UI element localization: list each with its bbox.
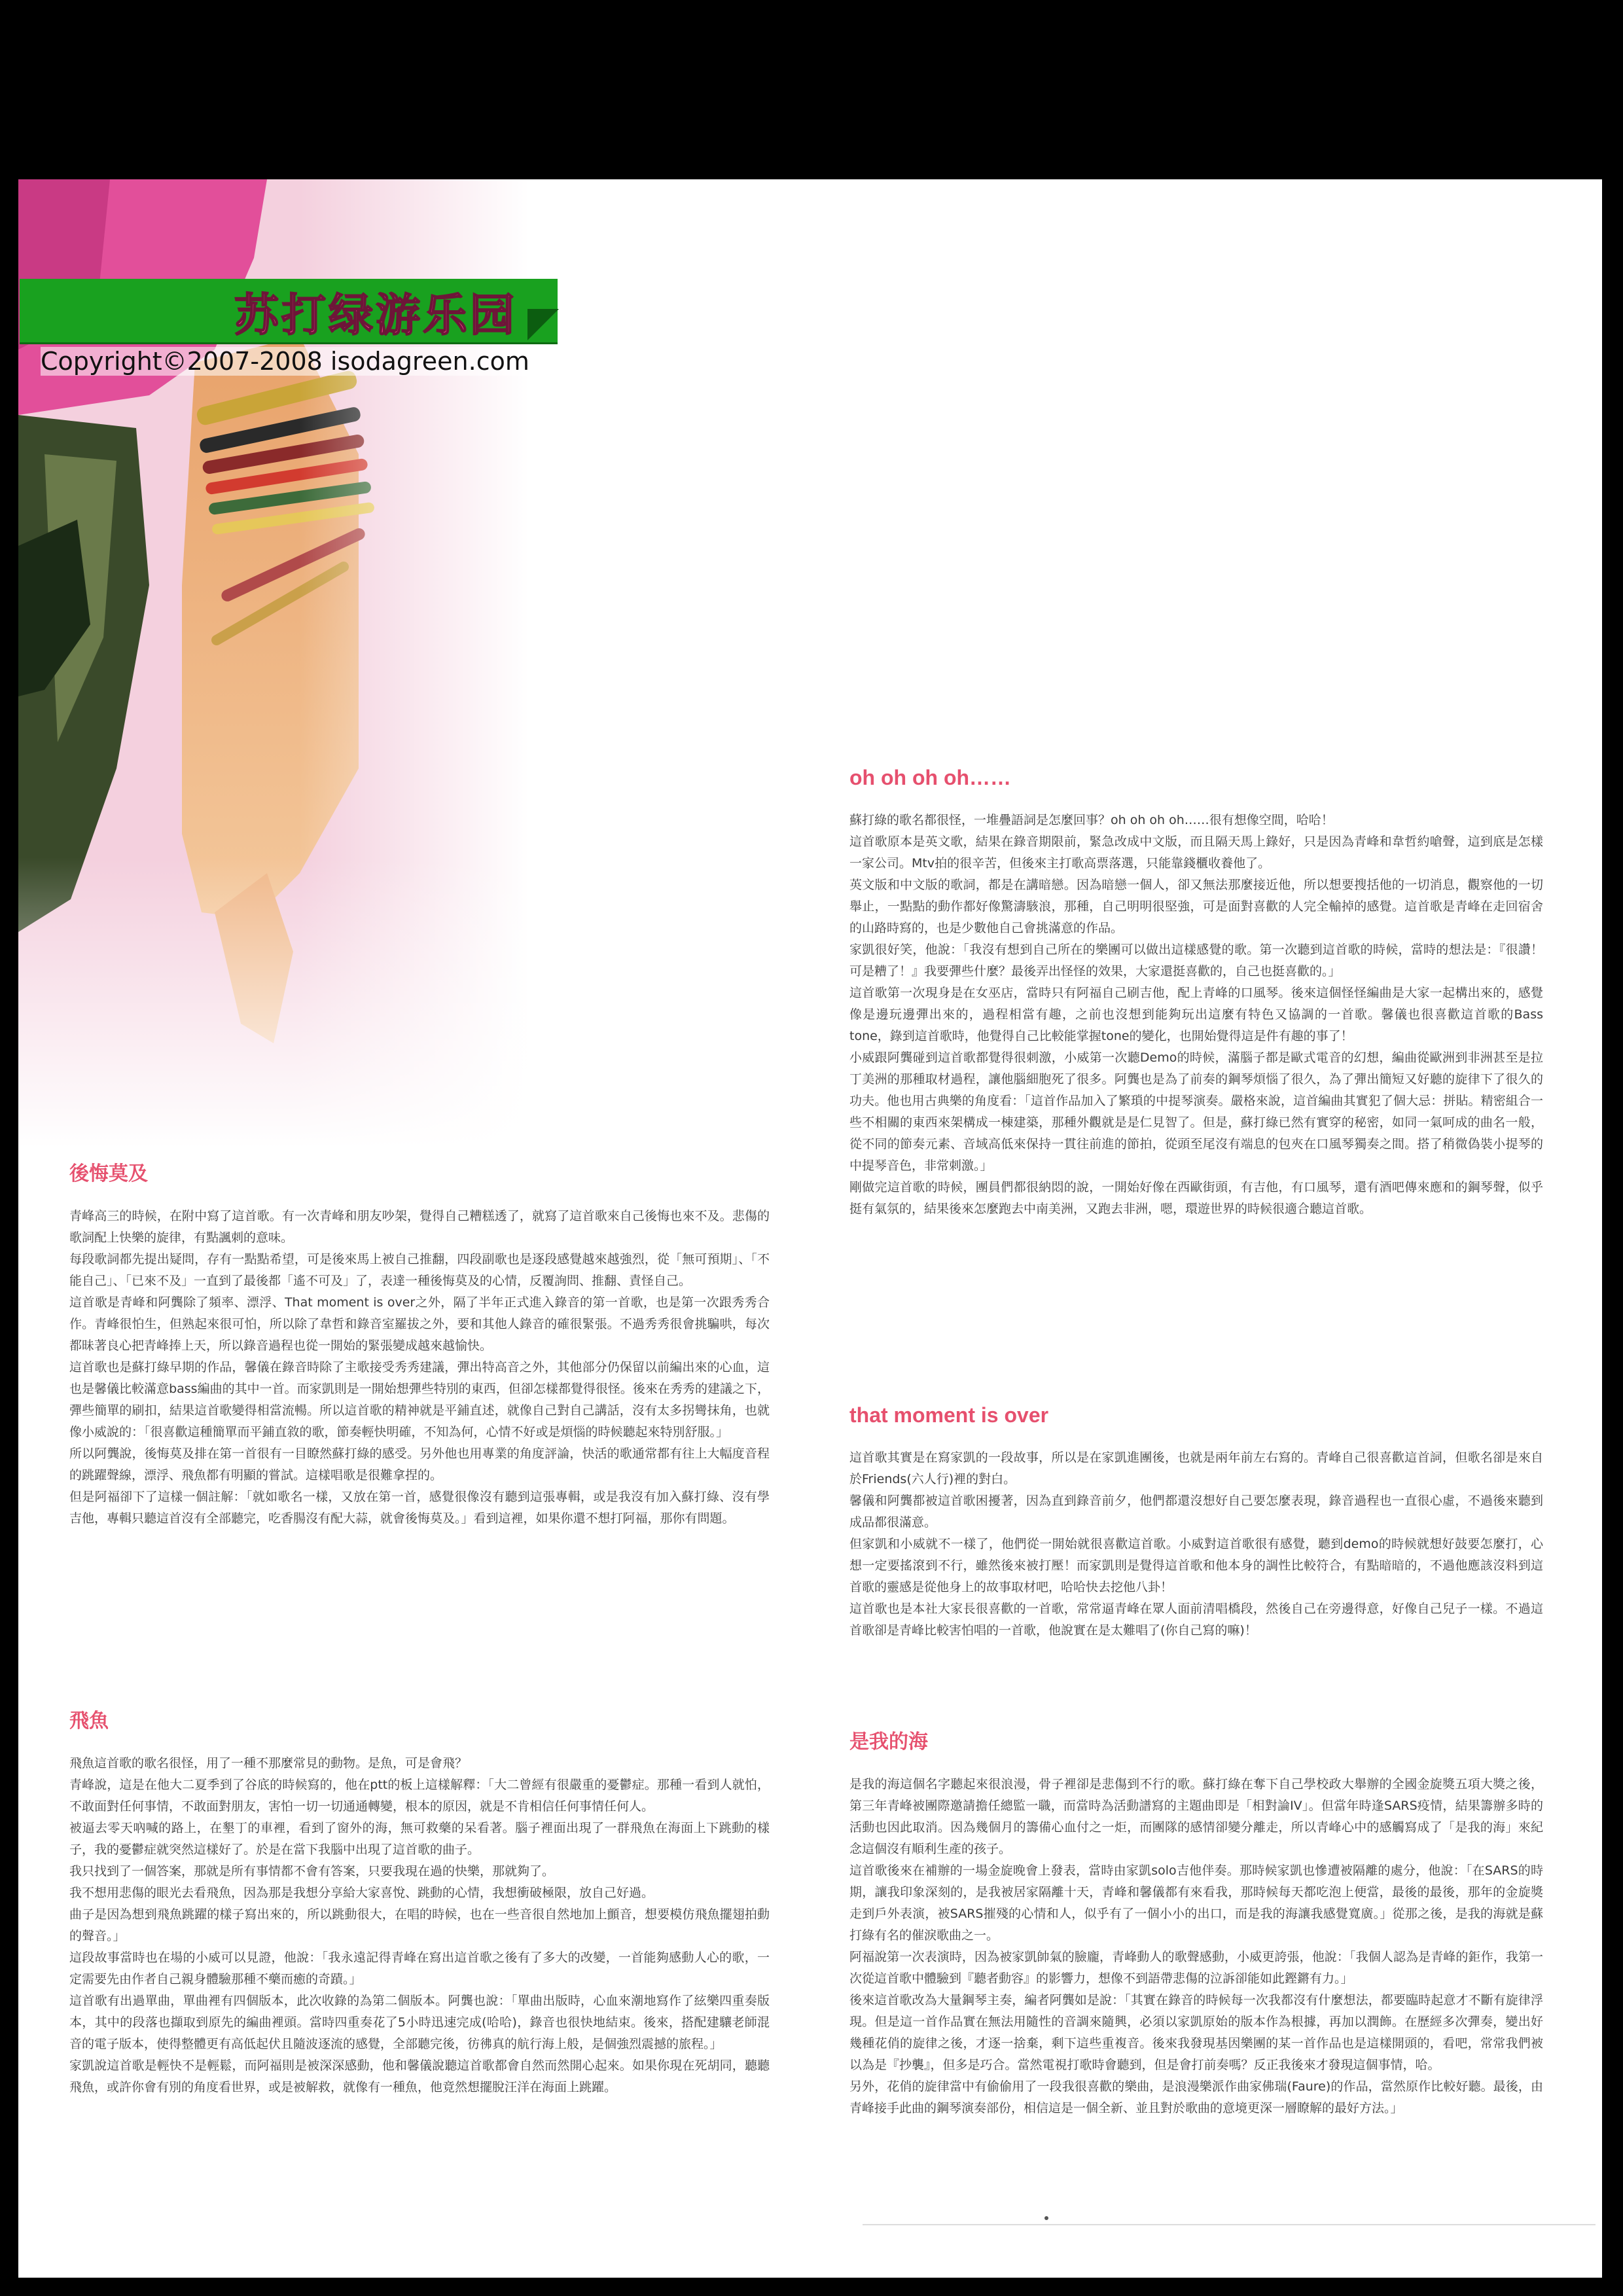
paragraph: 家凱說這首歌是輕快不是輕鬆，而阿福則是被深深感動，他和馨儀說聽這首歌都會自然而然開心起來。如果你現在死胡同，聽聽飛魚，或許你會有別的角度看世界，或是被解救，就像有一種魚，他竟然想擺脫汪洋在海面上跳躍。 (69, 2058, 770, 2094)
paragraph: 這首歌第一次現身是在女巫店，當時只有阿福自己刷吉他，配上青峰的口風琴。後來這個怪怪編曲是大家一起構出來的，感覺像是邊玩邊彈出來的，過程相當有趣，之前也沒想到能夠玩出這麼有特色又協調的一首歌。馨儀也很喜歡這首歌的Bass tone，錄到這首歌時，他覺得自己比較能掌握tone的變化，也開始覺得這是件有趣的事了！ (849, 986, 1543, 1043)
section-shi-wo-de-hai (849, 1725, 1543, 2119)
paragraph: 這首歌是青峰和阿龔除了頻率、漂浮、That moment is over之外，隔了半年正式進入錄音的第一首歌，也是第一次跟秀秀合作。青峰很怕生，但熟起來很可怕，所以除了韋哲和錄音室羅拔之外，要和其他人錄音的確很緊張。不過秀秀很會挑騙哄，每次都昧著良心把青峰捧上天，所以錄音過程也從一開始的緊張變成越來越愉快。 (69, 1295, 770, 1353)
paragraph: 這首歌有出過單曲，單曲裡有四個版本，此次收錄的為第二個版本。阿龔也說：「單曲出版時，心血來潮地寫作了絃樂四重奏版本，其中的段落也擷取到原先的編曲裡頭。當時四重奏花了5小時迅速完成(哈哈)，錄音也很快地結束。後來，搭配建驤老師混音的電子版本，使得整體更有高低起伏且隨波逐流的感覺，全部聽完後，彷彿真的航行海上般，是個強烈震撼的旅程。」 (69, 1994, 770, 2051)
paragraph: 英文版和中文版的歌詞，都是在講暗戀。因為暗戀一個人，卻又無法那麼接近他，所以想要搜括他的一切消息，觀察他的一切舉止，一點點的動作都好像驚濤駭浪，那種，自己明明很堅強，可是面對喜歡的人完全輸掉的感覺。這首歌是青峰在走回宿舍的山路時寫的，也是少數他自己會挑滿意的作品。 (849, 878, 1543, 935)
paragraph: 這首歌原本是英文歌，結果在錄音期限前，緊急改成中文版，而且隔天馬上錄好，只是因為青峰和韋哲約嗆聲，這到底是怎樣一家公司。Mtv拍的很辛苦，但後來主打歌高票落選，只能靠錢櫃收養他了。 (849, 834, 1543, 870)
footer-rule (863, 2224, 1596, 2225)
paragraph: 這首歌後來在補辦的一場金旋晚會上發表，當時由家凱solo吉他伴奏。那時候家凱也慘遭被隔離的處分，他說：「在SARS的時期，讓我印象深刻的，是我被居家隔離十天，青峰和馨儀都有來看我，那時候每天都吃泡上便當，最後的最後，那年的金旋獎走到戶外表演，被SARS摧殘的心情和人，似乎有了一個小小的出口，而是我的海讓我感覺寬廣。」從那之後，是我的海就是蘇打綠有名的催淚歌曲之一。 (849, 1863, 1543, 1943)
paragraph: 飛魚這首歌的歌名很怪，用了一種不那麼常見的動物。是魚，可是會飛？ (69, 1756, 468, 1770)
section-title: that moment is over (849, 1403, 1049, 1427)
paragraph: 但是阿福卻下了這樣一個註解：「就如歌名一樣，又放在第一首，感覺很像沒有聽到這張專輯，或是我沒有加入蘇打綠、沒有學吉他，專輯只聽這首沒有全部聽完，吃香腸沒有配大蒜，就會後悔莫及。」看到這裡，如果你還不想打阿福，那你有問題。 (69, 1490, 770, 1526)
section-title: 是我的海 (849, 1731, 928, 1753)
section-that-moment-is-over (849, 1403, 1543, 1641)
paragraph: 這首歌也是蘇打綠早期的作品，馨儀在錄音時除了主歌接受秀秀建議，彈出特高音之外，其他部分仍保留以前編出來的心血，這也是馨儀比較滿意bass編曲的其中一首。而家凱則是一開始想彈些特別的東西，但卻怎樣都覺得很怪。後來在秀秀的建議之下，彈些簡單的刷扣，結果這首歌變得相當流暢。所以這首歌的精神就是平鋪直述，就像自己對自己講話，沒有太多拐彎抹角，也就像小威說的：「很喜歡這種簡單而平鋪直敘的歌，節奏輕快明確，不知為何，心情不好或是煩惱的時候聽起來特別舒服。」 (69, 1360, 770, 1439)
paragraph: 這首歌其實是在寫家凱的一段故事，所以是在家凱進團後，也就是兩年前左右寫的。青峰自己很喜歡這首詞，但歌名卻是來自於Friends(六人行)裡的對白。 (849, 1450, 1543, 1486)
paragraph: 這段故事當時也在場的小威可以見證，他說：「我永遠記得青峰在寫出這首歌之後有了多大的改變，一首能夠感動人心的歌，一定需要先由作者自己親身體驗那種不藥而癒的奇蹟。」 (69, 1950, 770, 1986)
copyright-notice: Copyright©2007-2008 isodagreen.com (41, 347, 529, 376)
paragraph: 但家凱和小威就不一樣了，他們從一開始就很喜歡這首歌。小威對這首歌很有感覺，聽到demo的時候就想好鼓要怎麼打，心想一定要搖滾到不行，雖然後來被打壓！而家凱則是覺得這首歌和他本身的調性比較符合，有點暗暗的，不過他應該沒料到這首歌的靈感是從他身上的故事取材吧，哈哈快去挖他八卦！ (849, 1537, 1543, 1594)
paragraph: 被逼去零天吶喊的路上，在墾丁的車裡，看到了窗外的海，無可救藥的呆看著。腦子裡面出現了一群飛魚在海面上下跳動的樣子，我的憂鬱症就突然這樣好了。於是在當下我腦中出現了這首歌的曲子。 (69, 1821, 770, 1857)
paragraph: 家凱很好笑，他說：「我沒有想到自己所在的樂團可以做出這樣感覺的歌。第一次聽到這首歌的時候，當時的想法是：『很讚！可是糟了！』我要彈些什麼？最後弄出怪怪的效果，大家還挺喜歡的，自己也挺喜歡的。」 (849, 942, 1543, 978)
paragraph: 我只找到了一個答案，那就是所有事情都不會有答案，只要我現在過的快樂，那就夠了。 (69, 1864, 555, 1878)
paragraph: 所以阿龔說，後悔莫及排在第一首很有一目瞭然蘇打綠的感受。另外他也用專業的角度評論，快活的歌通常都有往上大幅度音程的跳躍聲線，漂浮、飛魚都有明顯的嘗試。這樣唱歌是很難拿捏的。 (69, 1446, 770, 1482)
paragraph: 另外，花俏的旋律當中有偷偷用了一段我很喜歡的樂曲，是浪漫樂派作曲家佛瑞(Faure)的作品，當然原作比較好聽。最後，由青峰接手此曲的鋼琴演奏部份，相信這是一個全新、並且對於歌曲的意境更深一層瞭解的最好方法。」 (849, 2079, 1543, 2115)
paragraph: 我不想用悲傷的眼光去看飛魚，因為那是我想分享給大家喜悅、跳動的心情，我想衝破極限，放自己好過。 (69, 1886, 654, 1900)
paragraph: 曲子是因為想到飛魚跳躍的樣子寫出來的，所以跳動很大，在唱的時候，也在一些音很自然地加上顫音，想要模仿飛魚擺翅拍動的聲音。」 (69, 1907, 770, 1943)
paragraph: 後來這首歌改為大量鋼琴主奏，編者阿龔如是說：「其實在錄音的時候每一次我都沒有什麼想法，都要臨時起意才不斷有旋律浮現。但是這一首作品實在無法用隨性的音調來隨興，必須以家凱原始的版本作為根據，再加以潤飾。在歷經多次彈奏，變出好幾種花俏的旋律之後，才逐一捨棄，剩下這些重複音。後來我發現基因樂團的某一首作品也是這樣開頭的，看吧，常常我們被以為是『抄襲』，但多是巧合。當然電視打歌時會聽到，但是會打前奏嗎？反正我後來才發現這個事情，哈。 (849, 1993, 1543, 2072)
section-title: 飛魚 (69, 1710, 109, 1732)
paragraph: 青峰高三的時候，在附中寫了這首歌。有一次青峰和朋友吵架，覺得自己糟糕透了，就寫了這首歌來自己後悔也來不及。悲傷的歌詞配上快樂的旋律，有點諷刺的意味。 (69, 1209, 770, 1245)
section-fei-yu (69, 1704, 770, 2098)
paragraph: 青峰說，這是在他大二夏季到了谷底的時候寫的，他在ptt的板上這樣解釋：「大二曾經有很嚴重的憂鬱症。那種一看到人就怕，不敢面對任何事情，不敢面對朋友，害怕一切一切通通轉變，根本的原因，就是不肯相信任何事情任何人。 (69, 1778, 770, 1814)
paragraph: 馨儀和阿龔都被這首歌困擾著，因為直到錄音前夕，他們都還沒想好自己要怎麼表現，錄音過程也一直很心虛，不過後來聽到成品都很滿意。 (849, 1494, 1543, 1530)
paragraph: 剛做完這首歌的時候，團員們都很納悶的說，一開始好像在西歐街頭，有吉他，有口風琴，還有酒吧傳來應和的鋼琴聲，似乎挺有氣氛的，結果後來怎麼跑去中南美洲，又跑去非洲，嗯，環遊世界的時候很適合聽這首歌。 (849, 1180, 1543, 1216)
section-title: oh oh oh oh…… (849, 766, 1012, 789)
paragraph: 蘇打綠的歌名都很怪，一堆疊語詞是怎麼回事？oh oh oh oh……很有想像空間，哈哈！ (849, 813, 1334, 827)
site-title: 苏打绿游乐园 (234, 289, 518, 342)
paragraph: 小威跟阿龔碰到這首歌都覺得很刺激，小威第一次聽Demo的時候，滿腦子都是歐式電音的幻想，編曲從歐洲到非洲甚至是拉丁美洲的那種取材過程，讓他腦細胞死了很多。阿龔也是為了前奏的鋼琴煩惱了很久，為了彈出簡短又好聽的旋律下了很久的功夫。他也用古典樂的角度看：「這首作品加入了繁瑣的中提琴演奏。嚴格來說，這首編曲其實犯了個大忌：拼貼。精密組合一些不相關的東西來架構成一棟建築，那種外觀就是是仁見智了。但是，蘇打綠已然有實穿的秘密，如同一氣呵成的曲名一般，從不同的節奏元素、音域高低來保持一貫往前進的節拍，從頭至尾沒有端息的包夾在口風琴獨奏之間。搭了稍微偽裝小提琴的中提琴音色，非常刺激。」 (849, 1050, 1543, 1173)
paragraph: 這首歌也是本社大家長很喜歡的一首歌，常常逼青峰在眾人面前清唱橋段，然後自己在旁邊得意，好像自己兒子一樣。不過這首歌卻是青峰比較害怕唱的一首歌，他說實在是太難唱了(你自己寫的嘛)！ (849, 1602, 1543, 1638)
section-hou-hui-mo-ji (69, 1157, 770, 1530)
magazine-page (18, 179, 1602, 2278)
paragraph: 每段歌詞都先提出疑問，存有一點點希望，可是後來馬上被自己推翻，四段副歌也是逐段感覺越來越強烈，從「無可預期」、「不能自己」、「已來不及」一直到了最後都「遙不可及」了，表達一種後悔莫及的心情，反覆詢問、推翻、責怪自己。 (69, 1252, 770, 1288)
page-mark (1044, 2216, 1048, 2220)
section-oh-oh-oh-oh (849, 766, 1543, 1220)
paragraph: 阿福說第一次表演時，因為被家凱帥氣的臉龐，青峰動人的歌聲感動，小威更誇張，他說：「我個人認為是青峰的鉅作，我第一次從這首歌中體驗到『聽者動容』的影響力，想像不到語帶悲傷的泣訴卻能如此鏗鏘有力。」 (849, 1950, 1543, 1986)
banner-corner (527, 309, 559, 340)
paragraph: 是我的海這個名字聽起來很浪漫，骨子裡卻是悲傷到不行的歌。蘇打綠在奪下自己學校政大舉辦的全國金旋獎五項大獎之後，第三年青峰被團際邀請擔任總監一職，而當時為活動譜寫的主題曲即是「相對論IV」。但當年時逢SARS疫情，結果籌辦多時的活動也因此取消。因為幾個月的籌備心血付之一炬，而團隊的感情卻變分離走，所以青峰心中的感觸寫成了「是我的海」來紀念這個沒有順利生產的孩子。 (849, 1777, 1543, 1856)
section-title: 後悔莫及 (69, 1162, 148, 1185)
